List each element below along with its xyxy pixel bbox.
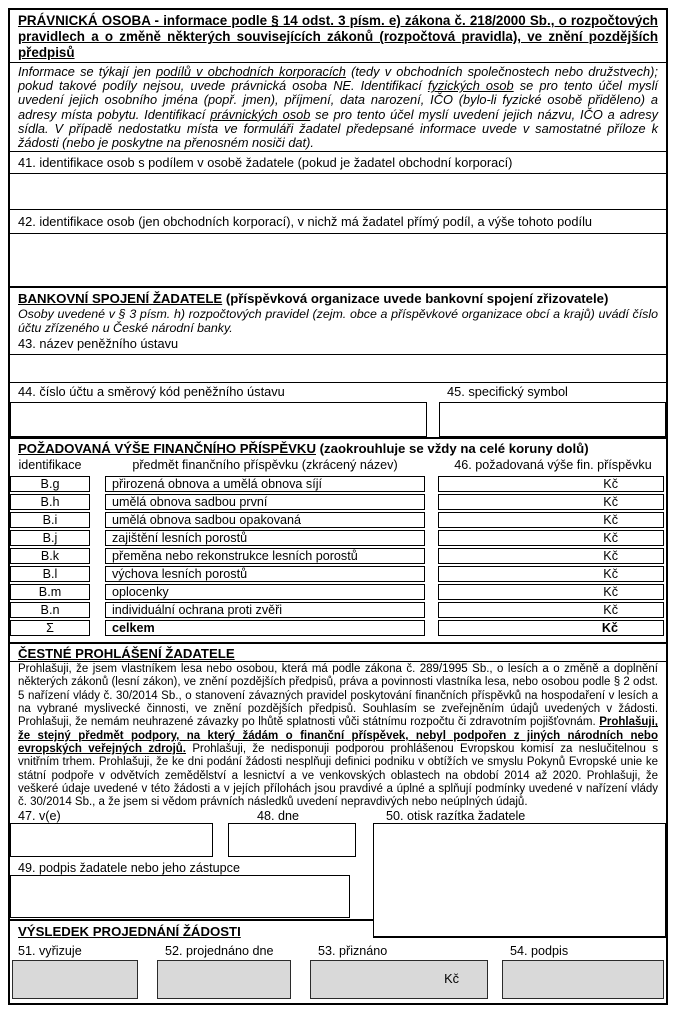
- amounts-title-main: POŽADOVANÁ VÝŠE FINANČNÍHO PŘÍSPĚVKU: [18, 441, 316, 456]
- amounts-table: [10, 476, 666, 636]
- currency-label: Kč: [603, 585, 618, 599]
- row-amount-input[interactable]: [438, 566, 664, 582]
- table-row: [10, 566, 666, 582]
- row-amount-input[interactable]: [438, 512, 664, 528]
- row-subject: umělá obnova sadbou opakovaná: [105, 512, 425, 528]
- amounts-column-headers: [10, 458, 666, 474]
- currency-label: Kč: [603, 549, 618, 563]
- field-41-input[interactable]: [10, 174, 666, 210]
- currency-label: Kč: [444, 971, 459, 986]
- field-54-label: 54. podpis: [510, 944, 569, 958]
- declaration-title: ČESTNÉ PROHLÁŠENÍ ŽADATELE: [10, 644, 666, 662]
- field-42-input[interactable]: [10, 234, 666, 286]
- declaration-paragraph: Prohlašuji, že nedisponuji podporou prohlášenou Evropskou komisí za neslučitelnou s vnitřním trhem. Prohlašuji, že ke dni podání žádosti nesplňuji definici podniku v obtížích ve smyslu Pokynů Evropské unie ke státní podpoře v odvětvích zemědělství a lesnictví a ve venkovských oblastech na období 2014 až 2020. Prohlašuji, že veškeré údaje uvedené v této žádosti a v jejích přílohách jsou pravdivé a úplné a splňují podmínky uvedené v nařízení vlády č. 30/2014 Sb., a že jsem si vědom právních následků uvedení nepravdivých nebo neúplných údajů.: [18, 743, 658, 809]
- field-51-label: 51. vyřizuje: [18, 944, 82, 958]
- field-45-input[interactable]: [439, 402, 666, 437]
- field-51-handler-input[interactable]: [12, 960, 138, 999]
- table-row: [10, 530, 666, 546]
- field-43-label: 43. název peněžního ústavu: [18, 336, 179, 351]
- field-53-granted-amount-input[interactable]: [310, 960, 488, 999]
- field-47-place-input[interactable]: [10, 823, 213, 857]
- row-subject-total: celkem: [105, 620, 425, 636]
- row-subject: umělá obnova sadbou první: [105, 494, 425, 510]
- row-id: B.l: [10, 566, 90, 582]
- row-id: B.h: [10, 494, 90, 510]
- intro-text: se pro tento účel myslí uvedení jejich názvu, IČO a adresy sídla. V případě nedostatku místa ve formuláři žadatel předepsané informace uvede v samostatné příloze k žádosti (nebo je poskytne na přenosném nosiči dat).: [18, 106, 658, 151]
- field-50-stamp-input[interactable]: [373, 823, 666, 938]
- currency-label: Kč: [603, 603, 618, 617]
- row-id: B.i: [10, 512, 90, 528]
- table-row: [10, 602, 666, 618]
- row-id: B.n: [10, 602, 90, 618]
- currency-label: Kč: [603, 567, 618, 581]
- declaration-section: [10, 642, 666, 919]
- bank-title-main: BANKOVNÍ SPOJENÍ ŽADATELE: [18, 291, 223, 306]
- field-44-input[interactable]: [10, 402, 427, 437]
- field-52-label: 52. projednáno dne: [165, 944, 274, 958]
- row-subject: oplocenky: [105, 584, 425, 600]
- table-row: [10, 512, 666, 528]
- currency-label: Kč: [603, 513, 618, 527]
- field-50-label: 50. otisk razítka žadatele: [386, 809, 526, 823]
- field-44-45-labels: [10, 383, 666, 402]
- table-row: [10, 494, 666, 510]
- intro-underline-legal-persons: právnických osob: [210, 106, 311, 122]
- field-44-label: 44. číslo účtu a směrový kód peněžního ústavu: [18, 384, 285, 399]
- bank-section-title: [10, 288, 666, 308]
- signature-area: [10, 809, 666, 918]
- field-48-date-input[interactable]: [228, 823, 356, 857]
- field-44-45-inputs: [10, 402, 666, 437]
- amounts-title-note: (zaokrouhluje se vždy na celé koruny dolů): [315, 441, 589, 456]
- column-header-id: identifikace: [18, 458, 82, 472]
- row-amount-input[interactable]: [438, 548, 664, 564]
- table-row: [10, 476, 666, 492]
- field-54-signature-input[interactable]: [502, 960, 664, 999]
- row-subject: individuální ochrana proti zvěři: [105, 602, 425, 618]
- row-amount-input[interactable]: [438, 530, 664, 546]
- table-row: [10, 584, 666, 600]
- declaration-emphasis: Prohlašuji, že stejný předmět podpory, na který žádám o finanční příspěvek, nebyl podpořen z jiných národních nebo evropských veřejných zdrojů.: [18, 716, 658, 756]
- declaration-paragraph: Prohlašuji, že jsem vlastníkem lesa nebo osobou, která má podle zákona č. 289/1995 Sb., o lesích a o změně a doplnění některých zákonů (lesní zákon), ve znění pozdějších předpisů, práva a povinnosti vlastníka lesa, nebo osobou podle § 2 odst. 5 nařízení vlády č. 30/2014 Sb., o stanovení závazných pravidel poskytování finančních příspěvků na hospodaření v lesích a na vybrané myslivecké činnosti, ve znění pozdějších předpisů. Souhlasím se zveřejněním údajů uvedených v žádosti. Prohlašuji, že nemám neuhrazené závazky po lhůtě splatnosti vůči státnímu rozpočtu či zdravotním pojišťovnám.: [18, 663, 658, 729]
- intro-underline-shares: podílů v obchodních korporacích: [156, 64, 346, 79]
- row-subject: zajištění lesních porostů: [105, 530, 425, 546]
- intro-note: [10, 63, 666, 152]
- field-41-label: 41. identifikace osob s podílem v osobě žadatele (pokud je žadatel obchodní korporací): [10, 152, 666, 174]
- row-id: B.g: [10, 476, 90, 492]
- amounts-section-title: [10, 439, 666, 458]
- row-id: B.k: [10, 548, 90, 564]
- row-subject: výchova lesních porostů: [105, 566, 425, 582]
- field-45-label: 45. specifický symbol: [447, 384, 568, 399]
- field-47-label: 47. v(e): [18, 809, 61, 823]
- field-49-label: 49. podpis žadatele nebo jeho zástupce: [18, 861, 240, 875]
- currency-label: Kč: [603, 477, 618, 491]
- form-section-title: PRÁVNICKÁ OSOBA - informace podle § 14 odst. 3 písm. e) zákona č. 218/2000 Sb., o rozpočtových pravidlech a o změně některých souvisejících zákonů (rozpočtová pravidla), ve znění pozdějších předpisů: [10, 10, 666, 63]
- intro-text: se pro tento účel myslí uvedení jejich osobního jména (popř. jmen), příjmení, data narození, IČO (bylo-li fyzické osobě přiděleno) a adresy místa pobytu. Identifikací: [18, 78, 658, 122]
- currency-label: Kč: [603, 495, 618, 509]
- row-subject: přeměna nebo rekonstrukce lesních porostů: [105, 548, 425, 564]
- declaration-text: [10, 662, 666, 809]
- row-id-sigma: Σ: [10, 620, 90, 636]
- field-52-discussed-date-input[interactable]: [157, 960, 291, 999]
- row-id: B.j: [10, 530, 90, 546]
- field-42-label: 42. identifikace osob (jen obchodních korporací), v nichž má žadatel přímý podíl, a výše tohoto podílu: [10, 210, 666, 234]
- bank-section: [10, 286, 666, 437]
- row-amount-total-input[interactable]: [438, 620, 664, 636]
- column-header-subject: předmět finančního příspěvku (zkrácený název): [132, 458, 398, 472]
- field-48-label: 48. dne: [257, 809, 300, 823]
- table-row: [10, 548, 666, 564]
- field-43-input[interactable]: [10, 354, 666, 383]
- row-subject: přirozená obnova a umělá obnova síjí: [105, 476, 425, 492]
- row-amount-input[interactable]: [438, 476, 664, 492]
- row-id: B.m: [10, 584, 90, 600]
- intro-text: Informace se týkají jen: [18, 64, 157, 79]
- intro-underline-natural-persons: fyzických osob: [427, 78, 514, 94]
- field-49-signature-input[interactable]: [10, 875, 350, 918]
- legal-entity-form: [8, 8, 668, 1005]
- result-title: VÝSLEDEK PROJEDNÁNÍ ŽÁDOSTI: [18, 924, 241, 939]
- bank-note: Osoby uvedené v § 3 písm. h) rozpočtových pravidel (zejm. obce a příspěvkové organizace obcí a krajů) uvádí číslo účtu zřízeného u České národní banky.: [18, 307, 658, 335]
- column-header-amount: 46. požadovaná výše fin. příspěvku: [454, 458, 652, 472]
- field-53-label: 53. přiznáno: [318, 944, 388, 958]
- currency-label: Kč: [603, 531, 618, 545]
- bank-title-note: (příspěvková organizace uvede bankovní spojení zřizovatele): [222, 291, 609, 306]
- currency-label: Kč: [601, 621, 618, 635]
- row-amount-input[interactable]: [438, 602, 664, 618]
- table-row-total: [10, 620, 666, 636]
- row-amount-input[interactable]: [438, 584, 664, 600]
- row-amount-input[interactable]: [438, 494, 664, 510]
- requested-amounts-section: [10, 437, 666, 642]
- intro-text: (tedy v obchodních společnostech nebo družstvech); pokud takové podíly nejsou, uvede právnická osoba NE. Identifikací: [18, 64, 658, 94]
